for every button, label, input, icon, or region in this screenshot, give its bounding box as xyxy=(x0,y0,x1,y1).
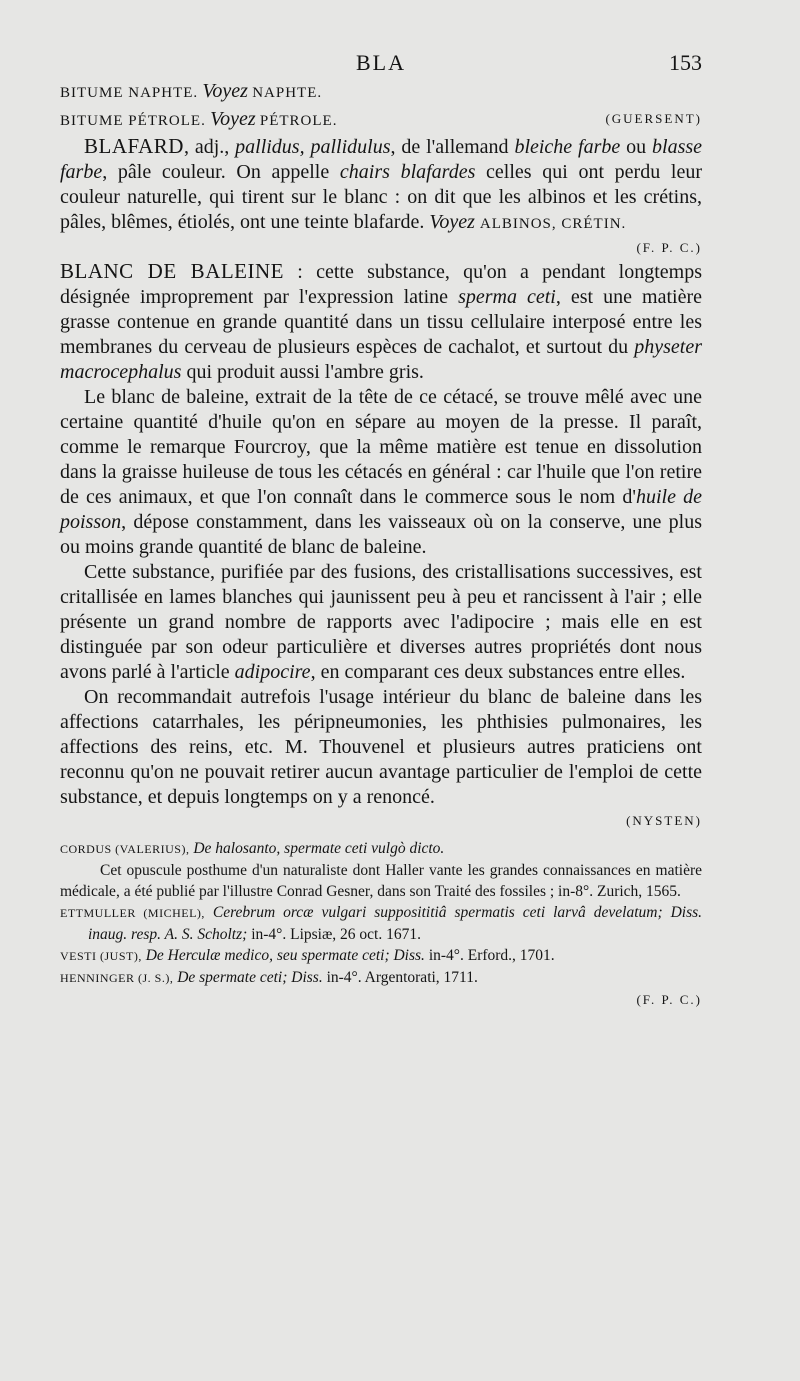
paragraph: Cette substance, purifiée par des fusions, des cristallisations successives, est critallisée en lames blanches qui jaunissent peu à peu et rancissent à l'air ; elle présente un grand nombre de rapports avec l'adipocire ; mais elle en est distinguée par son odeur particulière et diverses autres propriétés dont nous avons parlé à l'article adipocire, en comparant ces deux substances entre elles. xyxy=(60,561,702,683)
latin-term: pallidus, pallidulus xyxy=(235,136,391,158)
page-body xyxy=(60,78,702,1011)
author-signature: (F. P. C.) xyxy=(636,992,702,1007)
bib-title: De spermate ceti; Diss. xyxy=(177,969,323,986)
bib-author: CORDUS (VALERIUS), xyxy=(60,842,190,856)
author-signature: (NYSTEN) xyxy=(626,813,702,828)
voyez-label: Voyez xyxy=(210,108,256,130)
bib-title: De halosanto, spermate ceti vulgò dicto. xyxy=(193,840,445,857)
author-signature: (F. P. C.) xyxy=(636,240,702,255)
ref-target: ALBINOS, CRÉTIN. xyxy=(479,216,627,232)
page-number: 153 xyxy=(669,50,702,75)
bib-author: VESTI (JUST), xyxy=(60,949,142,963)
bibliography-entry: VESTI (JUST), De Herculæ medico, seu spermate ceti; Diss. in-4°. Erford., 1701. xyxy=(60,947,555,964)
running-head: BLA xyxy=(356,50,406,75)
page-header xyxy=(60,50,702,78)
bib-title: Cerebrum orcæ vulgari supposititiâ spermatis ceti larvâ develatum; Diss. inaug. resp. A. S. Scholtz; xyxy=(88,904,703,943)
voyez-label: Voyez xyxy=(202,80,248,102)
entry-blanc-de-baleine xyxy=(60,259,702,810)
german-term: bleiche farbe xyxy=(514,136,621,158)
headword: BLANC DE BALEINE xyxy=(60,259,284,283)
cross-reference-naphte xyxy=(60,78,702,106)
ref-target: PÉTROLE. xyxy=(259,113,338,129)
bibliography-entry: HENNINGER (J. S.), De spermate ceti; Diss. in-4°. Argentorati, 1711. xyxy=(60,969,478,986)
voyez-label: Voyez xyxy=(429,211,475,233)
bib-title: De Herculæ medico, seu spermate ceti; Diss. xyxy=(145,947,425,964)
headword: BLAFARD xyxy=(84,134,184,158)
bib-author: ETTMULLER (MICHEL), xyxy=(60,906,205,920)
bib-author: HENNINGER (J. S.), xyxy=(60,971,174,985)
bibliography-note: Cet opuscule posthume d'un naturaliste dont Haller vante les grandes connaissances en matière médicale, a été publié par l'illustre Conrad Gesner, dans son Traité des fossiles ; in-8°. Zurich, 1565. xyxy=(60,862,702,900)
author-signature: (GUERSENT) xyxy=(605,111,702,126)
bibliography-entry: ETTMULLER (MICHEL), Cerebrum orcæ vulgari supposititiâ spermatis ceti larvâ develatum; Diss. inaug. resp. A. S. Scholtz; in-4°. Lipsiæ, 26 oct. 1671. xyxy=(60,904,703,943)
german-term: blasse farbe xyxy=(60,136,703,183)
ref-term: BITUME PÉTROLE. xyxy=(60,113,206,129)
entry-blafard: BLAFARD, adj., pallidus, pallidulus, de l'allemand bleiche farbe ou blasse farbe, pâle couleur. On appelle chairs blafardes celles qui ont perdu leur couleur naturelle, qui tirent sur le blanc : on dit que les albinos et les crétins, pâles, blêmes, étiolés, ont une teinte blafarde. Voyez ALBINOS, CRÉTIN. xyxy=(60,134,703,233)
paragraph: On recommandait autrefois l'usage intérieur du blanc de baleine dans les affections catarrhales, les péripneumonies, les phthisies pulmonaires, les affections des reins, etc. M. Thouvenel et plusieurs autres praticiens ont reconnu qu'on ne pouvait retirer aucun avantage particulier de l'emploi de cette substance, et depuis longtemps on y a renoncé. xyxy=(60,686,702,808)
cross-reference-petrole xyxy=(60,106,702,134)
ref-target: NAPHTE. xyxy=(252,85,323,101)
paragraph: Le blanc de baleine, extrait de la tête de ce cétacé, se trouve mêlé avec une certaine quantité d'huile qu'on en sépare au moyen de la presse. Il paraît, comme le remarque Fourcroy, que la même matière est tenue en dissolution dans la graisse huileuse de tous les cétacés en général : car l'huile que l'on retire de ces animaux, et que l'on connaît dans le commerce sous le nom d'huile de poisson, dépose constamment, dans les vaisseaux où on la conserve, une plus ou moins grande quantité de blanc de baleine. xyxy=(60,386,702,558)
ref-term: BITUME NAPHTE. xyxy=(60,85,199,101)
paragraph: BLANC DE BALEINE : cette substance, qu'on a pendant longtemps désignée improprement par l'expression latine sperma ceti, est une matière grasse contenue en grande quantité dans un tissu cellulaire interposé entre les membranes du cerveau de plusieurs espèces de cachalot, et surtout du physeter macrocephalus qui produit aussi l'ambre gris. xyxy=(60,259,702,383)
bibliography-entry xyxy=(60,838,702,860)
bibliography xyxy=(60,838,702,1011)
